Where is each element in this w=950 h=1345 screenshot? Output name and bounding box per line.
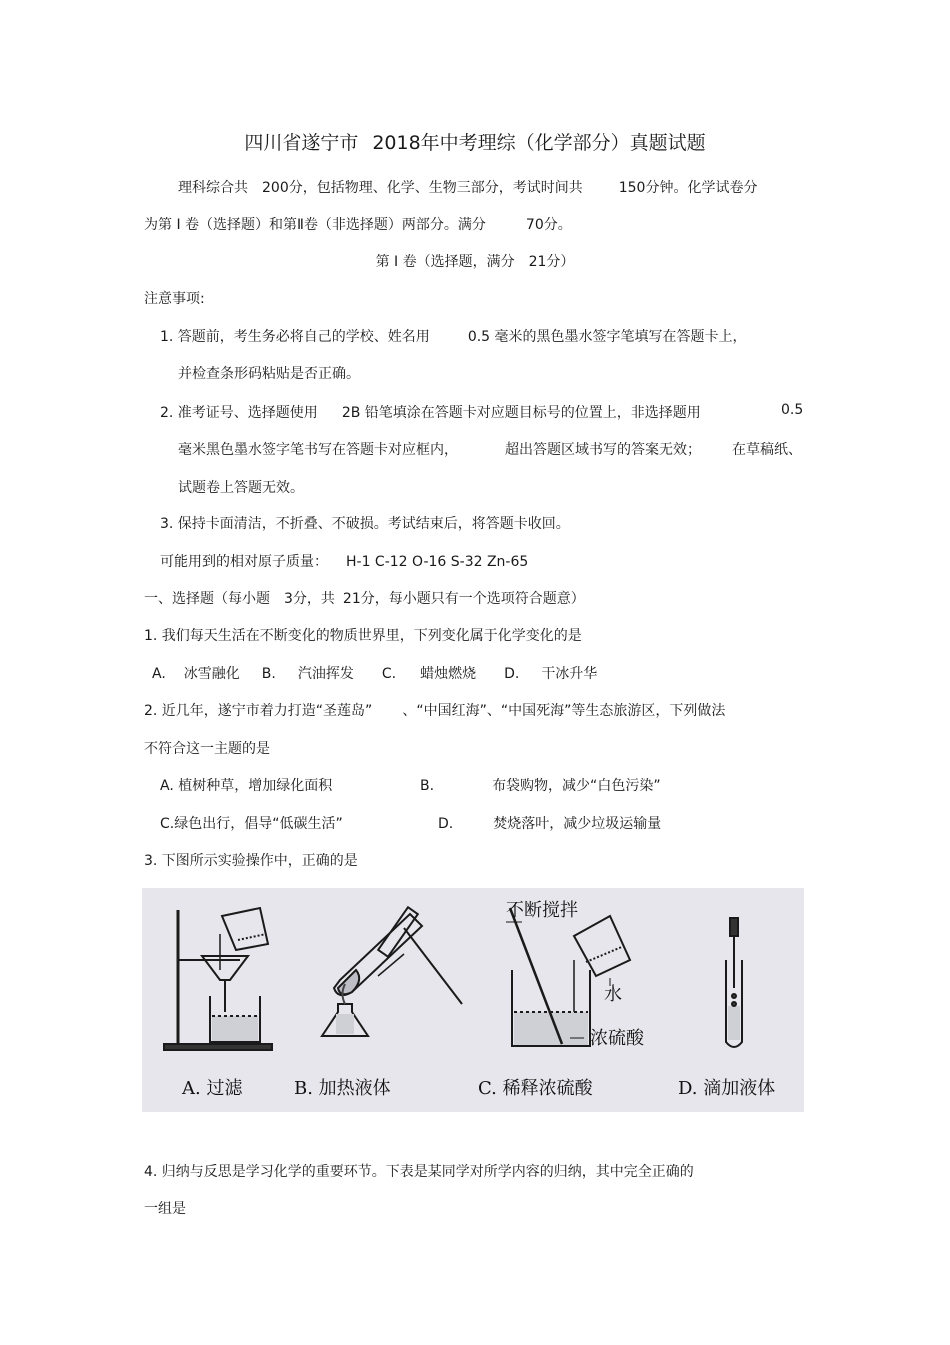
page-title: 四川省遂宁市 2018年中考理综（化学部分）真题试题 [244,132,706,154]
notes-heading: 注意事项: [144,291,205,307]
intro-line-2: 为第 Ⅰ 卷（选择题）和第Ⅱ卷（非选择题）两部分。满分 70分。 [144,217,572,233]
figure-label-acid: 浓硫酸 [590,1028,644,1049]
dilution-apparatus [506,908,630,1046]
note-2-cont-a: 毫米黑色墨水签字笔书写在答题卡对应框内， [178,442,458,458]
figure-label-c: C. 稀释浓硫酸 [478,1078,593,1099]
filtration-apparatus [164,908,272,1050]
question-2-option-b: B. 布袋购物，减少“白色污染” [420,778,661,794]
figure-label-a: A. 过滤 [182,1078,243,1099]
question-2-option-a: A. 植树种草，增加绿化面积 [160,778,333,794]
note-2-cont-b: 超出答题区域书写的答案无效； [505,442,701,458]
figure-label-b: B. 加热液体 [294,1078,391,1099]
lab-figure-svg [142,888,804,1112]
note-2: 2. 准考证号、选择题使用 2B 铅笔填涂在答题卡对应题目标号的位置上，非选择题用 [160,405,701,421]
question-4-stem: 4. 归纳与反思是学习化学的重要环节。下表是某同学对所学内容的归纳，其中完全正确的 [144,1164,694,1180]
atomic-masses: 可能用到的相对原子质量： H-1 C-12 O-16 S-32 Zn-65 [160,554,529,570]
note-1-cont: 并检查条形码粘贴是否正确。 [178,366,360,382]
note-2-cont-d: 试题卷上答题无效。 [178,480,304,496]
part-heading: 一、选择题（每小题 3分，共 21分，每小题只有一个选项符合题意） [144,591,585,607]
note-3: 3. 保持卡面清洁，不折叠、不破损。考试结束后，将答题卡收回。 [160,516,570,532]
question-1-options: A. 冰雪融化 B. 汽油挥发 C. 蜡烛燃烧 D. 干冰升华 [152,666,598,682]
figure-label-d: D. 滴加液体 [678,1078,776,1099]
dropping-apparatus [726,918,742,1047]
question-2-option-c: C.绿色出行，倡导“低碳生活” [160,816,343,832]
note-1: 1. 答题前，考生务必将自己的学校、姓名用 0.5 毫米的黑色墨水签字笔填写在答题卡上， [160,329,747,345]
question-2-stem-cont: 不符合这一主题的是 [144,741,270,757]
question-1-stem: 1. 我们每天生活在不断变化的物质世界里，下列变化属于化学变化的是 [144,628,582,644]
section-heading: 第 Ⅰ 卷（选择题，满分 21分） [375,254,575,270]
question-2-stem: 2. 近几年，遂宁市着力打造“圣莲岛” 、“中国红海”、“中国死海”等生态旅游区，下列做法 [144,703,726,719]
question-3-stem: 3. 下图所示实验操作中，正确的是 [144,853,358,869]
lab-operations-figure [142,888,804,1112]
intro-line-1: 理科综合共 200分，包括物理、化学、生物三部分，考试时间共 150分钟。化学试卷分 [178,180,758,196]
figure-label-water: 水 [604,984,622,1005]
heating-apparatus [322,907,462,1036]
figure-label-stir: 不断搅拌 [506,900,578,921]
question-4-stem-cont: 一组是 [144,1201,186,1217]
note-2-value: 0.5 [781,402,804,418]
note-2-cont-c: 在草稿纸、 [732,442,802,458]
question-2-option-d: D. 焚烧落叶，减少垃圾运输量 [438,816,662,832]
